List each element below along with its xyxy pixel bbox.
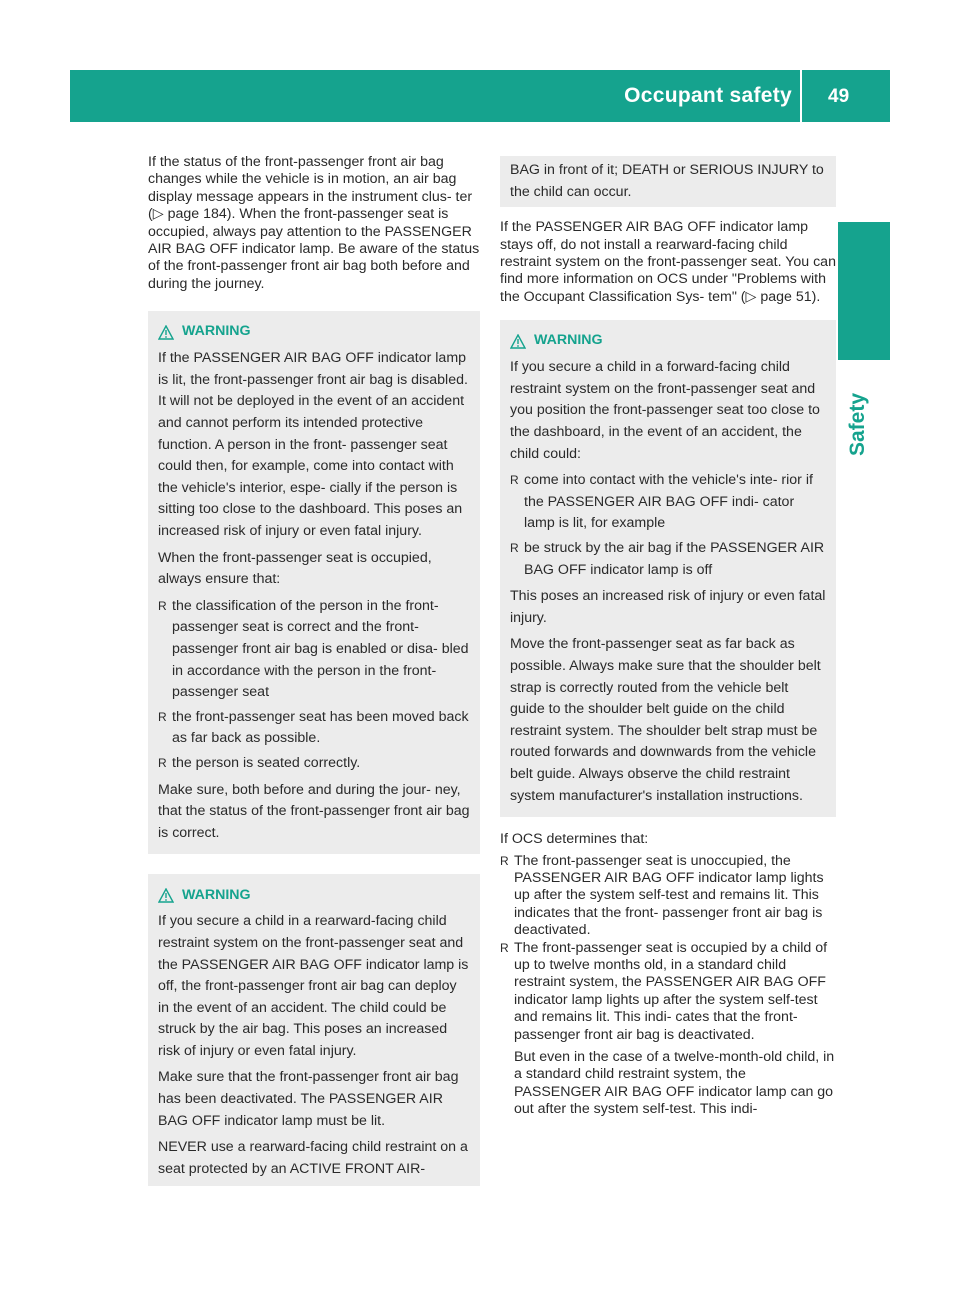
warning-box-continued	[500, 156, 836, 207]
warning-box	[148, 311, 480, 854]
warning-box	[500, 320, 836, 817]
right-column	[500, 156, 836, 1119]
bullet-icon: R	[158, 709, 167, 724]
warning-list	[158, 596, 470, 775]
warning-text: If you secure a child in a rearward-facing child restraint system on the front-passenger seat and the PASSENGER AIR BAG OFF indicator lamp is off, the front-passenger front air bag can deploy in the event of an accident. The child could be struck by the air bag. This poses an increased risk of injury or even fatal injury.	[158, 913, 469, 1059]
left-column	[148, 154, 480, 1186]
list-item: R the classification of the person in the front- passenger seat is correct and the front- passenger front air bag is enabled or disa- bled in accordance with the person in the front-passenger seat	[158, 597, 469, 701]
warning-text: Make sure, both before and during the jour- ney, that the status of the front-passenger front air bag is correct.	[158, 781, 470, 841]
list-item: R The front-passenger seat is occupied by a child of up to twelve months old, in a standard child restraint system, the PASSENGER AIR BAG OFF indicator lamp lights up after the system self-test and remains lit. This indi- cates that the front-passenger front air bag is deactivated.	[500, 939, 828, 1043]
body-paragraph: If the PASSENGER AIR BAG OFF indicator lamp stays off, do not install a rearward-facing child restraint system on the front-passenger seat. You can find more information on OCS under "Problems with the Occupant Classification Sys- tem" (▷ page 51).	[500, 219, 836, 305]
warning-box	[148, 874, 480, 1186]
header-divider	[800, 70, 802, 122]
warning-heading	[158, 321, 470, 343]
list-item: R come into contact with the vehicle's inte- rior if the PASSENGER AIR BAG OFF indi- cator lamp is lit, for example	[510, 472, 813, 532]
bullet-icon: R	[500, 853, 509, 868]
warning-label: WARNING	[182, 886, 251, 903]
warning-text: Make sure that the front-passenger front air bag has been deactivated. The PASSENGER AIR BAG OFF indicator lamp must be lit.	[158, 1069, 459, 1129]
page-number: 49	[828, 86, 850, 107]
list-item: R The front-passenger seat is unoccupied, the PASSENGER AIR BAG OFF indicator lamp lights up after the system self-test and remains lit. This indicates that the front- passenger front air bag is deactivated.	[500, 852, 824, 939]
warning-text: If the PASSENGER AIR BAG OFF indicator lamp is lit, the front-passenger front air bag is disabled. It will not be deployed in the event of an accident and cannot perform its intended protective function. A person in the front- passenger seat could then, for example, come into contact with the vehicle's interior, espe- cially if the person is sitting too close to the dashboard. This poses an increased risk of injury or even fatal injury.	[158, 350, 468, 539]
bullet-icon: R	[158, 755, 167, 770]
warning-label: WARNING	[534, 332, 603, 349]
warning-text: When the front-passenger seat is occupied, always ensure that:	[158, 549, 432, 588]
warning-label: WARNING	[182, 323, 251, 340]
ocs-list	[500, 853, 836, 1044]
ocs-intro: If OCS determines that:	[500, 831, 649, 848]
side-tab-label: Safety	[846, 392, 869, 456]
section-title: Occupant safety	[624, 84, 792, 107]
intro-paragraph: If the status of the front-passenger front air bag changes while the vehicle is in motion, an air bag display message appears in the instrument clus- ter (▷ page 184). When the front-passenger seat is occupied, always pay attention to the PASSENGER AIR BAG OFF indicator lamp. Be aware of the status of the front-passenger front air bag both before and during the journey.	[148, 154, 480, 292]
ocs-continued: But even in the case of a twelve-month-old child, in a standard child restraint system, the PASSENGER AIR BAG OFF indicator lamp can go out after the system self-test. This indi-	[514, 1048, 835, 1118]
warning-icon	[158, 325, 174, 340]
bullet-icon: R	[158, 598, 167, 613]
list-item: R be struck by the air bag if the PASSENGER AIR BAG OFF indicator lamp is off	[510, 539, 825, 578]
warning-heading	[510, 330, 826, 352]
warning-text: This poses an increased risk of injury or even fatal injury.	[510, 588, 826, 626]
warning-text: If you secure a child in a forward-facing child restraint system on the front-passenger seat and you position the front-passenger seat too close to the dashboard, in the event of an accident, the child could:	[510, 359, 820, 462]
side-tab	[838, 222, 890, 360]
warning-icon	[510, 334, 526, 349]
warning-text: BAG in front of it; DEATH or SERIOUS INJURY to the child can occur.	[510, 162, 824, 200]
list-item: R the person is seated correctly.	[158, 753, 470, 775]
bullet-icon: R	[510, 473, 519, 488]
warning-heading	[158, 884, 470, 906]
list-item: R the front-passenger seat has been moved back as far back as possible.	[158, 708, 469, 747]
bullet-icon: R	[510, 540, 519, 555]
warning-text: NEVER use a rearward-facing child restraint on a seat protected by an ACTIVE FRONT AIR-	[158, 1139, 468, 1177]
page-header	[70, 70, 890, 122]
warning-list	[510, 470, 826, 581]
bullet-icon: R	[500, 940, 509, 955]
warning-text: Move the front-passenger seat as far back as possible. Always make sure that the shoulder belt strap is correctly routed from the vehicle belt guide to the shoulder belt guide on the child restraint system. The shoulder belt strap must be routed forwards and downwards from the vehicle belt guide. Always observe the child restraint system manufacturer's installation instructions.	[510, 636, 821, 804]
warning-icon	[158, 888, 174, 903]
